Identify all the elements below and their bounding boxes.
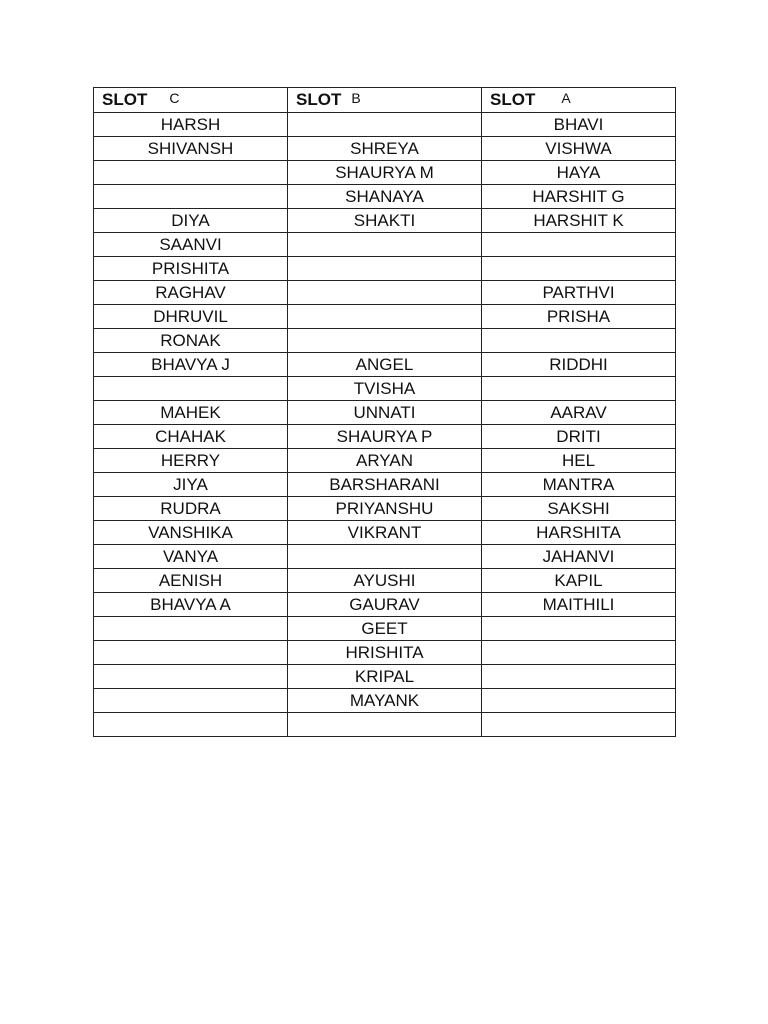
cell-slot-a: HARSHIT G — [482, 185, 676, 209]
cell-slot-c — [94, 377, 288, 401]
cell-slot-a: JAHANVI — [482, 545, 676, 569]
cell-slot-c — [94, 689, 288, 713]
table-row — [94, 257, 676, 281]
cell-slot-c: MAHEK — [94, 401, 288, 425]
table-row — [94, 401, 676, 425]
cell-slot-b — [288, 233, 482, 257]
cell-slot-a — [482, 641, 676, 665]
cell-slot-c: RONAK — [94, 329, 288, 353]
header-slot-letter: C — [169, 90, 180, 106]
cell-slot-c: JIYA — [94, 473, 288, 497]
cell-slot-c: VANSHIKA — [94, 521, 288, 545]
header-slot-label: SLOT — [296, 90, 342, 109]
cell-slot-a — [482, 689, 676, 713]
cell-slot-c: SAANVI — [94, 233, 288, 257]
table-row — [94, 137, 676, 161]
cell-slot-b: SHAKTI — [288, 209, 482, 233]
cell-slot-b: AYUSHI — [288, 569, 482, 593]
cell-slot-b — [288, 329, 482, 353]
cell-slot-a: AARAV — [482, 401, 676, 425]
cell-slot-a: PARTHVI — [482, 281, 676, 305]
cell-slot-b: SHAURYA P — [288, 425, 482, 449]
cell-slot-b: TVISHA — [288, 377, 482, 401]
table-row — [94, 617, 676, 641]
header-slot-label: SLOT — [102, 90, 148, 109]
cell-slot-b: MAYANK — [288, 689, 482, 713]
cell-slot-c: BHAVYA A — [94, 593, 288, 617]
cell-slot-a: PRISHA — [482, 305, 676, 329]
cell-slot-c — [94, 617, 288, 641]
cell-slot-c: AENISH — [94, 569, 288, 593]
table-row — [94, 665, 676, 689]
cell-slot-a — [482, 329, 676, 353]
table-row — [94, 425, 676, 449]
table-row — [94, 641, 676, 665]
cell-slot-c: BHAVYA J — [94, 353, 288, 377]
cell-slot-c: HERRY — [94, 449, 288, 473]
cell-slot-a — [482, 713, 676, 737]
cell-slot-a: MANTRA — [482, 473, 676, 497]
cell-slot-a: DRITI — [482, 425, 676, 449]
cell-slot-b: UNNATI — [288, 401, 482, 425]
table-body — [94, 113, 676, 737]
cell-slot-c — [94, 641, 288, 665]
cell-slot-c — [94, 185, 288, 209]
table-row — [94, 593, 676, 617]
cell-slot-b — [288, 257, 482, 281]
table-row — [94, 449, 676, 473]
cell-slot-b: KRIPAL — [288, 665, 482, 689]
cell-slot-c: PRISHITA — [94, 257, 288, 281]
cell-slot-b: GEET — [288, 617, 482, 641]
header-slot-letter: A — [561, 90, 571, 106]
cell-slot-a: HARSHIT K — [482, 209, 676, 233]
table-row — [94, 377, 676, 401]
cell-slot-a — [482, 665, 676, 689]
table-row — [94, 305, 676, 329]
header-slot-letter: B — [351, 90, 361, 106]
cell-slot-a — [482, 377, 676, 401]
cell-slot-a — [482, 233, 676, 257]
cell-slot-c: RAGHAV — [94, 281, 288, 305]
cell-slot-b — [288, 305, 482, 329]
cell-slot-a — [482, 257, 676, 281]
header-slot-label: SLOT — [490, 90, 536, 109]
cell-slot-b — [288, 281, 482, 305]
cell-slot-b: VIKRANT — [288, 521, 482, 545]
cell-slot-a: VISHWA — [482, 137, 676, 161]
table-row — [94, 113, 676, 137]
table-row — [94, 689, 676, 713]
cell-slot-c: DHRUVIL — [94, 305, 288, 329]
header-slot-b — [288, 88, 482, 113]
cell-slot-a: KAPIL — [482, 569, 676, 593]
table-row — [94, 353, 676, 377]
cell-slot-c — [94, 665, 288, 689]
cell-slot-c: VANYA — [94, 545, 288, 569]
cell-slot-b: BARSHARANI — [288, 473, 482, 497]
cell-slot-c — [94, 713, 288, 737]
cell-slot-b: SHREYA — [288, 137, 482, 161]
table-row — [94, 233, 676, 257]
table-row — [94, 521, 676, 545]
cell-slot-c — [94, 161, 288, 185]
table-row — [94, 545, 676, 569]
cell-slot-c: CHAHAK — [94, 425, 288, 449]
table-row — [94, 281, 676, 305]
cell-slot-b: SHAURYA M — [288, 161, 482, 185]
slot-table — [93, 87, 676, 737]
cell-slot-a: HEL — [482, 449, 676, 473]
table-row — [94, 209, 676, 233]
cell-slot-a: HAYA — [482, 161, 676, 185]
table-row — [94, 473, 676, 497]
cell-slot-a: BHAVI — [482, 113, 676, 137]
cell-slot-c: HARSH — [94, 113, 288, 137]
cell-slot-b: ANGEL — [288, 353, 482, 377]
cell-slot-b — [288, 545, 482, 569]
cell-slot-c: RUDRA — [94, 497, 288, 521]
table-row — [94, 185, 676, 209]
cell-slot-b — [288, 713, 482, 737]
header-slot-a — [482, 88, 676, 113]
cell-slot-a — [482, 617, 676, 641]
cell-slot-c: SHIVANSH — [94, 137, 288, 161]
cell-slot-b: GAURAV — [288, 593, 482, 617]
header-row — [94, 88, 676, 113]
cell-slot-a: SAKSHI — [482, 497, 676, 521]
cell-slot-a: MAITHILI — [482, 593, 676, 617]
cell-slot-b: HRISHITA — [288, 641, 482, 665]
table-row — [94, 569, 676, 593]
table-row — [94, 161, 676, 185]
table-row — [94, 713, 676, 737]
cell-slot-a: RIDDHI — [482, 353, 676, 377]
cell-slot-c: DIYA — [94, 209, 288, 233]
cell-slot-b: ARYAN — [288, 449, 482, 473]
table-row — [94, 329, 676, 353]
cell-slot-b: SHANAYA — [288, 185, 482, 209]
cell-slot-b: PRIYANSHU — [288, 497, 482, 521]
table-row — [94, 497, 676, 521]
header-slot-c — [94, 88, 288, 113]
cell-slot-b — [288, 113, 482, 137]
cell-slot-a: HARSHITA — [482, 521, 676, 545]
